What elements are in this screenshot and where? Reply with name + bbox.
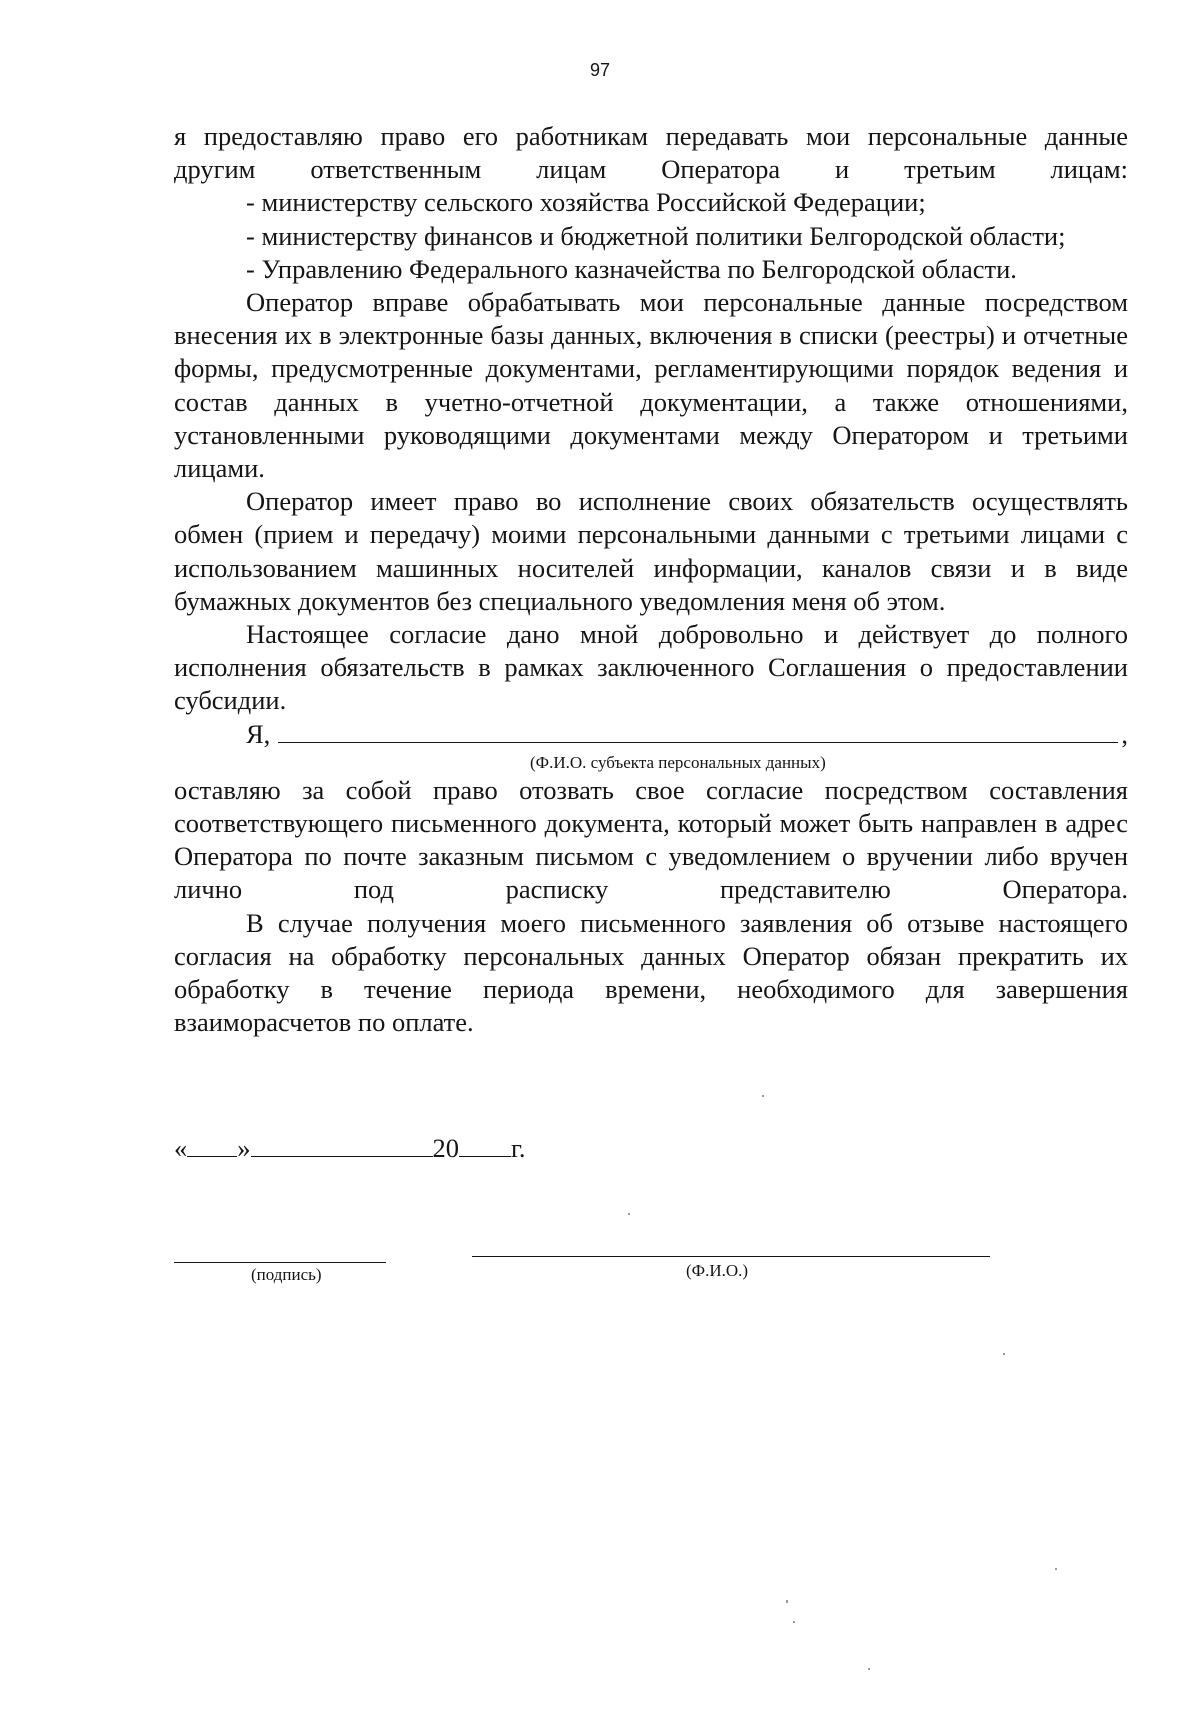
year-suffix: г.	[511, 1133, 526, 1163]
signature-caption: (подпись)	[251, 1265, 322, 1284]
scan-speck	[628, 1213, 630, 1215]
date-close-quote: »	[237, 1133, 251, 1163]
year-prefix: 20	[432, 1133, 459, 1163]
name-line	[174, 718, 1128, 751]
scan-speck	[1003, 1353, 1005, 1355]
signature-line[interactable]	[174, 1262, 386, 1263]
date-open-quote: «	[174, 1133, 188, 1163]
full-name-caption: (Ф.И.О.)	[686, 1261, 749, 1280]
document-body	[174, 120, 1128, 1039]
name-line-suffix: ,	[1121, 718, 1128, 749]
paragraph-revocation-processing: В случае получения моего письменного заявления об отзыве настоящего согласия на обработку персональных данных Оператор обязан прекратить их обработку в течение периода времени, необходимого для завершения взаиморасчетов по оплате.	[174, 907, 1128, 1038]
list-item-treasury: - Управлению Федерального казначейства по Белгородской области.	[246, 253, 1017, 284]
scan-speck	[793, 1621, 795, 1623]
month-blank[interactable]	[251, 1136, 433, 1157]
day-blank[interactable]	[187, 1136, 237, 1157]
paragraph-revocation: оставляю за собой право отозвать свое согласие посредством составления соответствующего письменного документа, который может быть направлен в адрес Оператора по почте заказным письмом с уведомлением о вручении либо вручен лично под расписку представителю Оператора.	[174, 774, 1128, 905]
paragraph-consent-term: Настоящее согласие дано мной добровольно и действует до полного исполнения обязательств в рамках заключенного Соглашения о предоставлении субсидии.	[174, 619, 1128, 716]
scan-speck	[868, 1668, 870, 1670]
year-blank[interactable]	[459, 1136, 511, 1157]
list-item-ministry-agriculture: - министерству сельского хозяйства Российской Федерации;	[246, 187, 926, 218]
scan-speck	[786, 1600, 788, 1603]
page-number: 97	[589, 60, 611, 80]
scan-speck	[1055, 1568, 1057, 1570]
paragraph-operator-rights: Оператор вправе обрабатывать мои персональные данные посредством внесения их в электронные базы данных, включения в списки (реестры) и отчетные формы, предусмотренные документами, регламентирующими порядок ведения и состав данных в учетно-отчетной документации, а также отношениями, установленными руководящими документами между Оператором и третьими лицами.	[174, 287, 1128, 484]
paragraph-intro: я предоставляю право его работникам передавать мои персональные данные другим ответственным лицам Оператора и третьим лицам:	[174, 121, 1128, 185]
name-line-prefix: Я,	[246, 718, 271, 749]
full-name-line[interactable]	[472, 1256, 990, 1257]
list-item-ministry-finance: - министерству финансов и бюджетной политики Белгородской области;	[246, 220, 1066, 251]
name-caption: (Ф.И.О. субъекта персональных данных)	[530, 752, 826, 772]
paragraph-data-exchange: Оператор имеет право во исполнение своих обязательств осуществлять обмен (прием и передачу) моими персональными данными с третьими лицами с использованием машинных носителей информации, каналов связи и в виде бумажных документов без специального уведомления меня об этом.	[174, 486, 1128, 616]
date-line	[174, 1133, 526, 1164]
scan-speck	[762, 1095, 764, 1097]
name-blank-field[interactable]	[278, 720, 1118, 743]
